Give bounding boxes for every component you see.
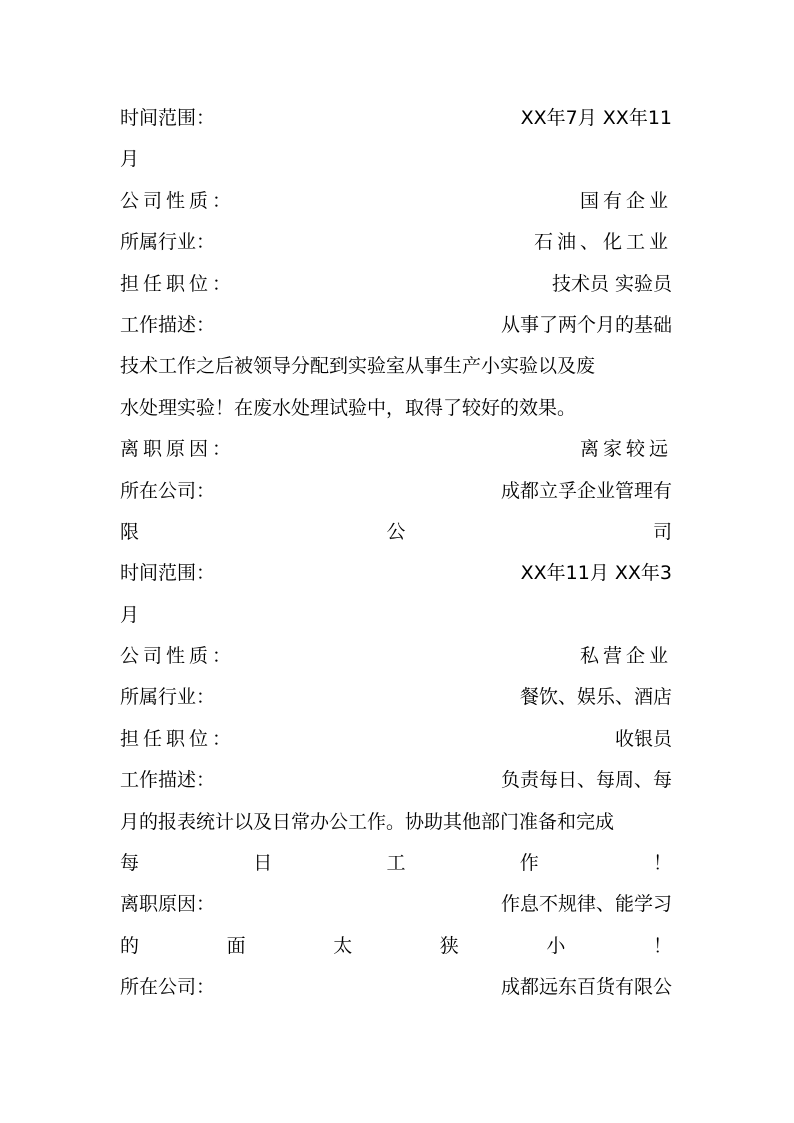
job2-company-continuation <box>120 512 672 553</box>
job2-industry-row <box>120 677 672 718</box>
leave-char: 面 <box>226 934 246 957</box>
job1-time-row <box>120 98 672 139</box>
job2-nature-row <box>120 636 672 677</box>
leave-char: 小 <box>546 934 566 957</box>
job1-desc-row <box>120 305 672 346</box>
job2-time-continuation: 月 <box>120 603 140 626</box>
leave-reason-label: 离职原因： <box>120 438 236 461</box>
time-range-value: XX年7月 XX年11 <box>520 107 672 129</box>
industry-label: 所属行业： <box>120 686 216 709</box>
company-cont-char: 司 <box>652 520 672 543</box>
job2-desc-line3 <box>120 843 672 884</box>
description-value: 从事了两个月的基础 <box>500 313 672 336</box>
company-label: 所在公司： <box>120 976 216 999</box>
job1-industry-row <box>120 222 672 263</box>
time-range-label: 时间范围： <box>120 562 216 585</box>
description-value: 负责每日、每周、每 <box>500 769 672 792</box>
desc-char: 日 <box>253 852 273 875</box>
job1-time-continuation: 月 <box>120 148 140 171</box>
time-range-value: XX年11月 XX年3 <box>520 562 672 585</box>
job1-leave-row <box>120 429 672 470</box>
company-nature-value: 私营企业 <box>579 645 672 668</box>
job1-desc-line2: 技术工作之后被领导分配到实验室从事生产小实验以及废 <box>120 355 596 378</box>
desc-char: 作 <box>519 852 539 875</box>
company-nature-value: 国有企业 <box>579 189 672 212</box>
company-cont-char: 公 <box>386 520 406 543</box>
leave-reason-label: 离职原因： <box>120 893 216 916</box>
description-label: 工作描述： <box>120 313 216 336</box>
desc-char: 每 <box>120 852 140 875</box>
leave-reason-value: 离家较远 <box>579 438 672 461</box>
job2-position-row <box>120 719 672 760</box>
company-nature-label: 公司性质： <box>120 645 236 668</box>
leave-char: 的 <box>120 934 140 957</box>
company-cont-char: 限 <box>120 520 140 543</box>
position-label: 担任职位： <box>120 727 236 750</box>
leave-char: 太 <box>333 934 353 957</box>
position-value: 收银员 <box>614 727 672 750</box>
resume-document <box>120 98 672 1009</box>
position-value: 技术员 实验员 <box>551 272 672 295</box>
job2-time-row <box>120 553 672 594</box>
time-range-label: 时间范围： <box>120 107 216 129</box>
job1-position-row <box>120 264 672 305</box>
job1-nature-row <box>120 181 672 222</box>
company-value: 成都立孚企业管理有 <box>500 479 672 502</box>
company-value: 成都远东百货有限公 <box>500 976 672 999</box>
company-label: 所在公司： <box>120 479 216 502</box>
job2-company-row <box>120 471 672 512</box>
leave-reason-value: 作息不规律、能学习 <box>500 893 672 916</box>
job2-leave-row <box>120 884 672 925</box>
company-nature-label: 公司性质： <box>120 189 236 212</box>
job1-desc-line3: 水处理实验！在废水处理试验中，取得了较好的效果。 <box>120 396 577 419</box>
leave-char: 狭 <box>439 934 459 957</box>
industry-value: 石油、化工业 <box>533 231 672 254</box>
job2-desc-row <box>120 760 672 801</box>
description-label: 工作描述： <box>120 769 216 792</box>
desc-char: ！ <box>652 852 672 875</box>
job3-company-row <box>120 967 672 1008</box>
leave-char: ！ <box>652 934 672 957</box>
industry-label: 所属行业： <box>120 231 216 254</box>
industry-value: 餐饮、娱乐、酒店 <box>519 686 672 709</box>
job2-desc-line2: 月的报表统计以及日常办公工作。协助其他部门准备和完成 <box>120 810 615 833</box>
desc-char: 工 <box>386 852 406 875</box>
job2-leave-continuation <box>120 926 672 967</box>
position-label: 担任职位： <box>120 272 236 295</box>
